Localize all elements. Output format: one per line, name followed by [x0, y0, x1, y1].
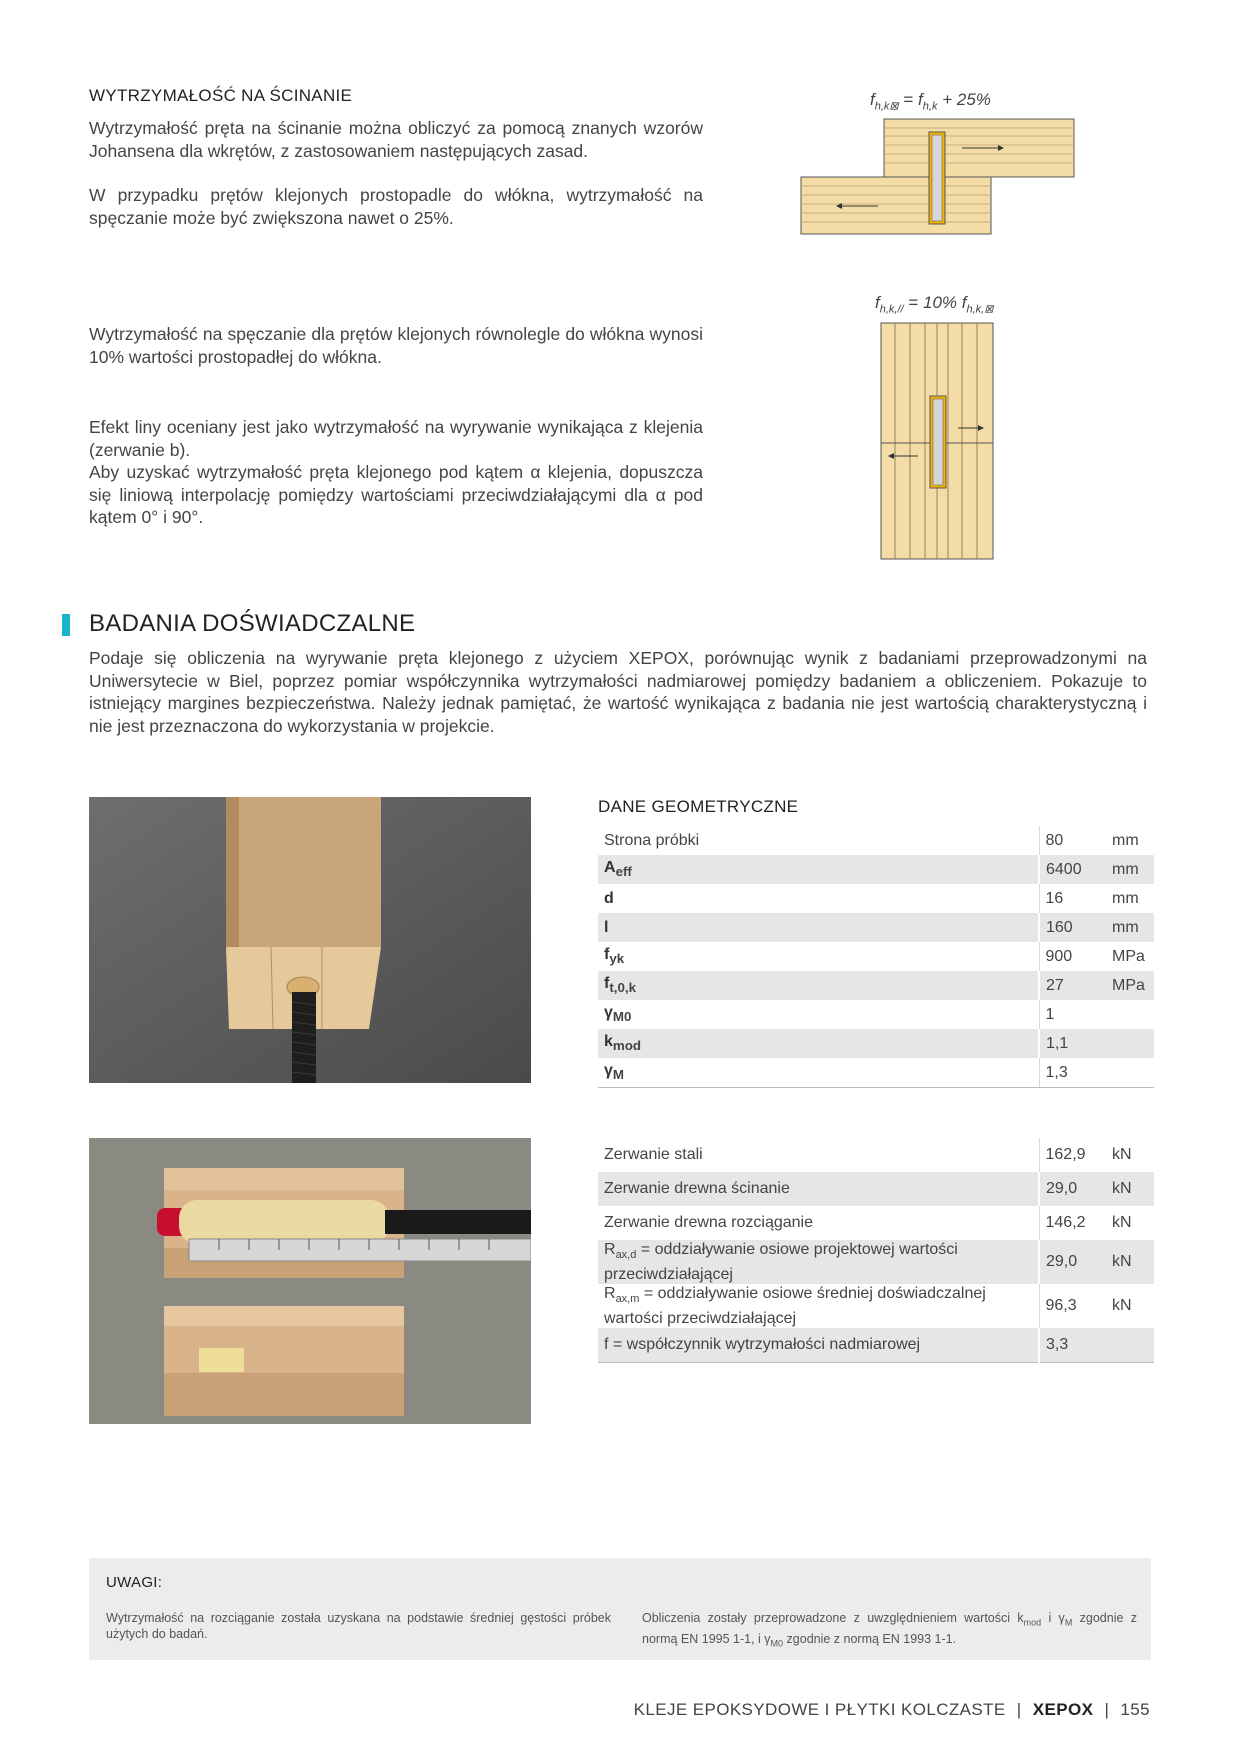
footer-title: KLEJE EPOKSYDOWE I PŁYTKI KOLCZASTE	[633, 1700, 1006, 1719]
notes-heading: UWAGI:	[106, 1574, 163, 1591]
table-row	[598, 1240, 1154, 1284]
section-accent-bar	[62, 614, 70, 636]
cell-label: $f_{yk}$	[598, 942, 1039, 971]
cell-label: Zerwanie stali	[598, 1138, 1039, 1172]
table-row	[598, 1000, 1154, 1029]
cell-label: $R_{ax,d}$ = oddziaływanie osiowe projektowej wartości przeciwdziałającej	[598, 1240, 1039, 1284]
cell-value: 162,9	[1045, 1146, 1086, 1163]
cell-unit: kN	[1112, 1214, 1132, 1231]
table-row	[598, 826, 1154, 855]
table-row	[598, 1284, 1154, 1328]
cell-label: Strona próbki	[598, 826, 1039, 855]
cell-unit	[1106, 1000, 1154, 1029]
table-row	[598, 913, 1154, 942]
cell-unit: kN	[1106, 1240, 1154, 1284]
photo-split-specimen	[89, 1138, 531, 1424]
table-row	[598, 942, 1154, 971]
paragraph-shear-2: W przypadku prętów klejonych prostopadle do włókna, wytrzymałość na spęczanie może być zwiększona nawet o 25%.	[89, 185, 703, 228]
cell-label: $k_{mod}$	[598, 1029, 1039, 1058]
cell-unit: mm	[1112, 831, 1139, 849]
cell-value: 1,1	[1039, 1029, 1106, 1058]
table-row	[598, 1172, 1154, 1206]
footer-separator: |	[1016, 1700, 1022, 1719]
diagram1-formula: $f_{h,k⊠} = f_{h,k} + 25\%$	[870, 90, 991, 113]
cell-label: $A_{eff}$	[598, 855, 1039, 884]
cell-unit: kN	[1106, 1172, 1154, 1206]
paragraph-shear-3: Wytrzymałość na spęczanie dla prętów klejonych równolegle do włókna wynosi 10% wartości prostopadłej do włókna.	[89, 324, 703, 367]
section-heading-shear: WYTRZYMAŁOŚĆ NA ŚCINANIE	[89, 86, 353, 105]
cell-value: 1	[1045, 1005, 1055, 1023]
table-row	[598, 1029, 1154, 1058]
paragraph-shear-1: Wytrzymałość pręta na ścinanie można obliczyć za pomocą znanych wzorów Johansena dla wkrętów, z zastosowaniem następujących zasad.	[89, 118, 703, 161]
cell-label: $\gamma_{M0}$	[598, 1000, 1039, 1029]
cell-label: f = współczynnik wytrzymałości nadmiarowej	[598, 1328, 1039, 1363]
footer-separator: |	[1104, 1700, 1110, 1719]
table-row	[598, 1206, 1154, 1240]
cell-label: Zerwanie drewna ścinanie	[598, 1172, 1039, 1206]
cell-unit: MPa	[1106, 971, 1154, 1000]
notes-left: Wytrzymałość na rozciąganie została uzyskana na podstawie średniej gęstości próbek użytych do badań.	[106, 1611, 611, 1641]
table-row	[598, 855, 1154, 884]
section-heading-tests: BADANIA DOŚWIADCZALNE	[89, 610, 416, 637]
table-row	[598, 971, 1154, 1000]
cell-unit: kN	[1112, 1297, 1132, 1315]
geometric-data-table	[598, 826, 1154, 1088]
cell-value: 160	[1039, 913, 1106, 942]
table-row	[598, 884, 1154, 913]
cell-value: 29,0	[1039, 1240, 1106, 1284]
cell-unit: MPa	[1112, 947, 1145, 965]
cell-value: 3,3	[1039, 1328, 1106, 1363]
cell-unit: mm	[1106, 855, 1154, 884]
cell-unit	[1106, 1058, 1154, 1088]
cell-value: 29,0	[1039, 1172, 1106, 1206]
cell-label: Zerwanie drewna rozciąganie	[598, 1206, 1039, 1240]
cell-label: $f_{t,0,k}$	[598, 971, 1039, 1000]
paragraph-tests: Podaje się obliczenia na wyrywanie pręta klejonego z użyciem XEPOX, porównując wynik z badaniami przeprowadzonymi na Uniwersytecie w Biel, poprzez pomiar współczynnika wytrzymałości nadmiarowej pomiędzy badaniem a obliczeniem. Pokazuje to istniejący margines bezpieczeństwa. Należy jednak pamiętać, że wartość wynikająca z badania nie jest wartością charakterystyczną i nie jest przeznaczona do wykorzystania w projekcie.	[89, 648, 1147, 736]
cell-unit: mm	[1112, 889, 1139, 907]
cell-unit	[1106, 1029, 1154, 1058]
footer-brand: XEPOX	[1032, 1700, 1094, 1719]
cell-label: d	[598, 884, 1039, 913]
cell-value: 27	[1039, 971, 1106, 1000]
cell-value: 1,3	[1039, 1058, 1106, 1088]
page-number: 155	[1120, 1700, 1150, 1719]
cell-value: 96,3	[1045, 1297, 1077, 1315]
page-footer	[634, 1700, 1150, 1720]
table-row	[598, 1058, 1154, 1088]
diagram2-parallel	[880, 322, 1000, 562]
cell-label: $R_{ax,m}$ = oddziaływanie osiowe średniej doświadczalnej wartości przeciwdziałającej	[598, 1284, 1039, 1328]
geometric-data-heading: DANE GEOMETRYCZNE	[598, 797, 799, 816]
cell-unit	[1106, 1328, 1154, 1363]
cell-value: 80	[1045, 831, 1064, 849]
paragraph-shear-4: Efekt liny oceniany jest jako wytrzymałość na wyrywanie wynikająca z klejenia (zerwanie b).	[89, 417, 703, 460]
cell-value: 6400	[1039, 855, 1106, 884]
diagram1-perpendicular	[800, 118, 1110, 238]
results-table	[598, 1138, 1154, 1363]
cell-unit: kN	[1112, 1146, 1132, 1163]
cell-unit: mm	[1106, 913, 1154, 942]
photo-specimen-timber-block	[89, 797, 531, 1083]
cell-value: 146,2	[1045, 1214, 1086, 1231]
cell-label: l	[598, 913, 1039, 942]
diagram2-formula: $f_{h,k,//} = 10\%$ $f_{h,k,⊠}$	[875, 293, 994, 316]
notes-right: Obliczenia zostały przeprowadzone z uwzględnieniem wartości $k_{mod}$ i $\gamma_M$ zgodnie z normą EN 1995 1-1, i $\gamma_{M0}$ zgodnie z normą EN 1993 1-1.	[642, 1611, 1137, 1648]
table-row	[598, 1138, 1154, 1172]
cell-value: 900	[1045, 947, 1073, 965]
notes-box	[89, 1558, 1151, 1660]
paragraph-shear-5: Aby uzyskać wytrzymałość pręta klejonego pod kątem α klejenia, dopuszcza się liniową interpolację pomiędzy wartościami przeciwdziałającymi dla α pod kątem 0° i 90°.	[89, 462, 703, 527]
cell-label: $\gamma_M$	[598, 1058, 1039, 1088]
table-row	[598, 1328, 1154, 1363]
cell-value: 16	[1045, 889, 1064, 907]
